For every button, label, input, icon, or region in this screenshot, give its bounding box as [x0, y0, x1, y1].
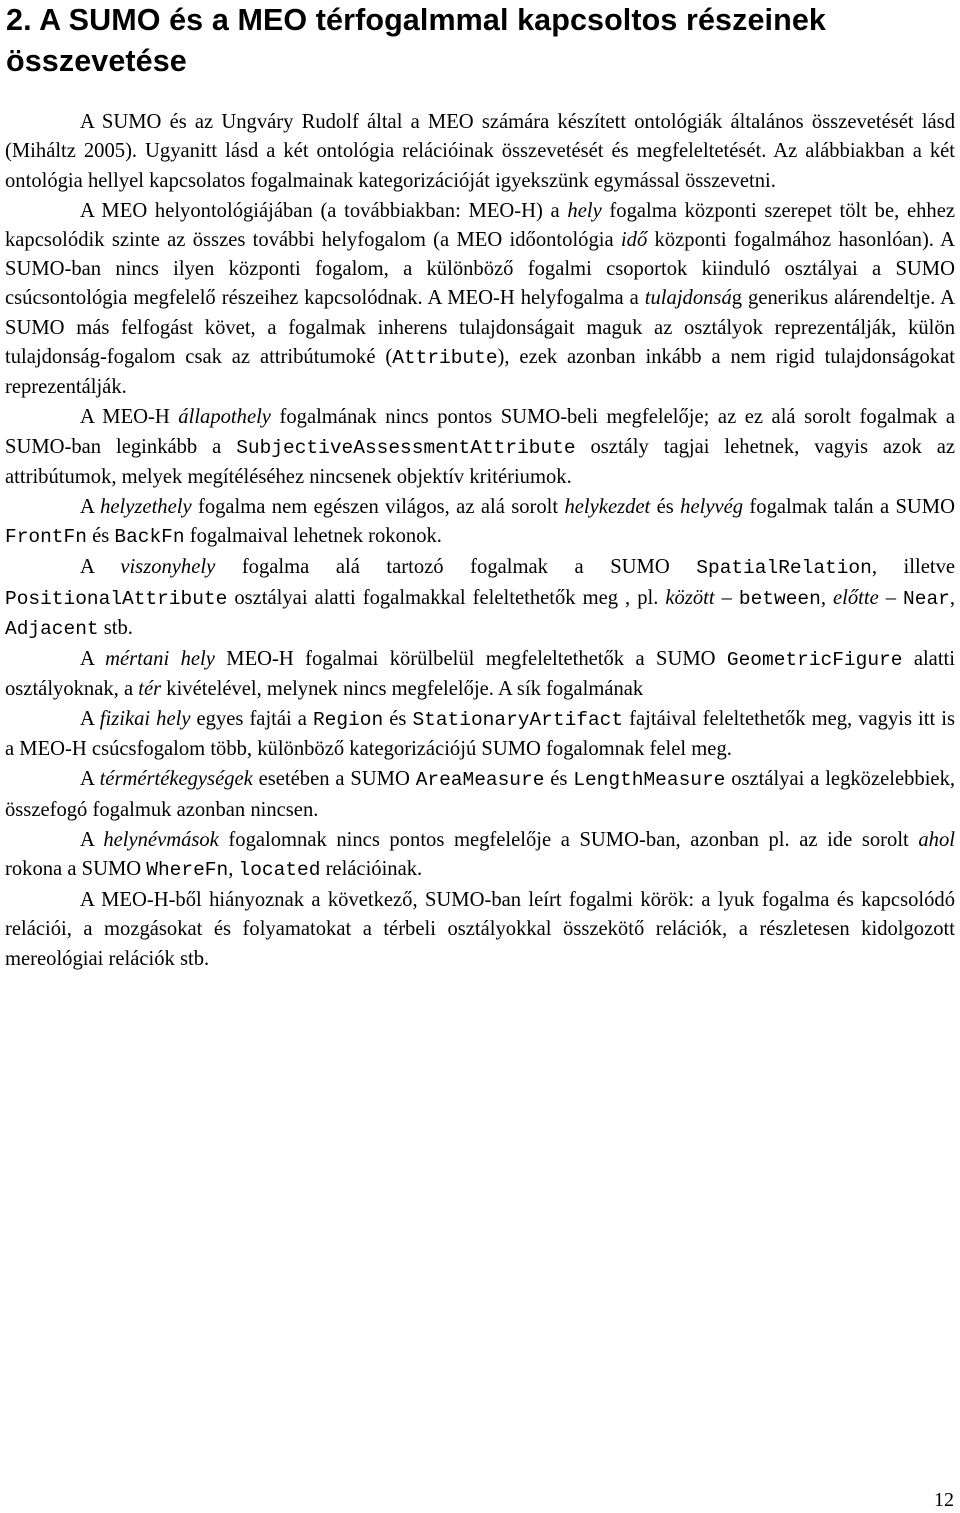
code-term: Near [903, 587, 950, 610]
text-run: A [80, 768, 100, 791]
italic-term: helyzethely [100, 495, 192, 518]
paragraph [5, 886, 955, 974]
text-run: fogalmaival lehetnek rokonok. [184, 525, 442, 548]
italic-term: állapothely [178, 406, 271, 429]
code-term: AreaMeasure [415, 769, 545, 792]
italic-term: hely [567, 199, 602, 222]
italic-term: viszonyhely [120, 556, 216, 579]
text-run: esetében a SUMO [252, 768, 416, 791]
paragraph [5, 765, 955, 825]
text-run: A [80, 495, 101, 518]
text-run: és [544, 768, 574, 791]
code-term: located [238, 858, 321, 881]
italic-term: helyvég [680, 495, 744, 518]
paragraph [5, 705, 955, 765]
text-run: kivételével, melynek nincs megfelelője. A sík fogalmának [161, 678, 644, 701]
code-term: BackFn [114, 526, 185, 549]
code-term: GeometricFigure [726, 648, 903, 671]
text-run: A [80, 828, 104, 851]
text-run: fogalma nem egészen világos, az alá sorolt [191, 495, 565, 518]
text-run: – [714, 586, 739, 609]
text-run: A MEO helyontológiájában (a továbbiakban: MEO-H) a [80, 199, 568, 222]
code-term: between [738, 587, 821, 610]
paragraph [5, 403, 955, 492]
paragraph [5, 493, 955, 553]
italic-term: helykezdet [564, 495, 651, 518]
code-term: StationaryArtifact [412, 709, 624, 732]
text-run: A SUMO és az Ungváry Rudolf által a MEO számára készített ontológiák általános összevetését lásd (Miháltz 2005). Ugyanitt lásd a két ontológia relációinak összevetését és megfeleltetését. Az alábbiakban a két ontológia hellyel kapcsolatos fogalmainak kategorizációját igyekszünk egymással összevetni. [5, 111, 955, 192]
text-run: fogalomnak nincs pontos megfelelője a SUMO-ban, azonban pl. az ide sorolt [218, 828, 919, 851]
italic-term: fizikai hely [99, 708, 191, 731]
text-run: és [650, 495, 681, 518]
text-run: és [86, 525, 115, 548]
italic-term: idő [620, 228, 648, 251]
text-run: fogalmának nincs pontos SUMO-beli megfelelője; az ez alá sorolt fogalmak a SUMO-ban leginkább a [5, 406, 955, 458]
italic-term: tér [138, 678, 162, 701]
text-run: osztályai alatti fogalmakkal feleltethetők meg , pl. [227, 586, 666, 609]
italic-term: tulajdonsá [644, 287, 732, 310]
code-term: Attribute [392, 347, 498, 370]
code-term: Adjacent [5, 617, 99, 640]
paragraph [5, 645, 955, 705]
text-run: alatti osztályoknak, a [5, 647, 955, 701]
code-term: SpatialRelation [696, 557, 872, 580]
text-run: fogalma alá tartozó fogalmak a SUMO [215, 556, 697, 579]
text-run: osztályai a legközelebbiek, összefogó fogalmuk azonban nincsen. [5, 768, 956, 821]
italic-term: ahol [918, 828, 955, 851]
italic-term: mértani hely [105, 647, 215, 670]
text-run: , [820, 586, 833, 609]
code-term: SubjectiveAssessmentAttribute [236, 436, 576, 459]
italic-term: között [665, 586, 715, 609]
text-run: – [878, 586, 904, 609]
code-term: PositionalAttribute [5, 587, 228, 610]
italic-term: helynévmások [103, 828, 219, 851]
text-run: osztály tagjai lehetnek, vagyis azok az attribútumok, melyek megítéléséhez nincsenek objektív kritériumok. [5, 435, 955, 488]
code-term: Region [312, 709, 384, 732]
code-term: LengthMeasure [573, 769, 726, 792]
code-term: FrontFn [5, 526, 87, 549]
page-number: 12 [934, 1489, 954, 1511]
text-run: központi fogalmához hasonlóan). A SUMO-ban nincs ilyen központi fogalom, a különböző fogalmi csoportok kiinduló osztályai a SUMO csúcsontológia megfelelő részeihez kapcsolódnak. A MEO-H helyfogalma a [5, 228, 955, 310]
body-text [5, 108, 955, 974]
text-run: egyes fajtái a [190, 708, 313, 731]
text-run: rokona a SUMO [5, 857, 147, 880]
text-run: , [228, 857, 239, 880]
text-run: relációinak. [320, 857, 423, 880]
text-run: A [80, 556, 121, 579]
paragraph [5, 826, 955, 886]
text-run: A [80, 647, 106, 670]
text-run: és [383, 708, 413, 731]
italic-term: előtte [832, 586, 879, 609]
text-run: fogalma központi szerepet tölt be, ehhez kapcsolódik szinte az összes további helyfogalom (a MEO időontológia [5, 199, 955, 251]
text-run: stb. [98, 616, 133, 639]
italic-term: térmértékegységek [99, 768, 253, 791]
text-run: A [80, 708, 100, 731]
text-run: fajtáival feleltethetők meg, vagyis itt is a MEO-H csúcsfogalom több, különböző kategorizációjú SUMO fogalomnak felel meg. [5, 708, 956, 761]
text-run: g generikus alárendeltje. A SUMO más felfogást követ, a fogalmak inherens tulajdonságait maguk az osztályok reprezentálják, külön tulajdonság-fogalom csak az attribútumoké ( [5, 287, 955, 369]
text-run: , illetve [871, 556, 956, 579]
paragraph [5, 197, 955, 403]
text-run: ), ezek azonban inkább a nem rigid tulajdonságokat reprezentálják. [5, 346, 955, 399]
code-term: WhereFn [146, 858, 229, 881]
text-run: MEO-H fogalmai körülbelül megfeleltethetők a SUMO [214, 647, 727, 670]
paragraph [5, 108, 955, 196]
text-run: , [949, 586, 956, 609]
text-run: A MEO-H [80, 406, 179, 429]
text-run: fogalmak talán a SUMO [743, 495, 955, 518]
paragraph [5, 553, 955, 644]
section-heading: 2. A SUMO és a MEO térfogalmmal kapcsoltos részeinek összevetése [6, 3, 826, 78]
text-run: A MEO-H-ből hiányoznak a következő, SUMO-ban leírt fogalmi körök: a lyuk fogalma és kapcsolódó relációi, a mozgásokat és folyamatokat a térbeli osztályokkal összekötő relációk, a részletesen kidolgozott mereológiai relációk stb. [5, 888, 955, 970]
